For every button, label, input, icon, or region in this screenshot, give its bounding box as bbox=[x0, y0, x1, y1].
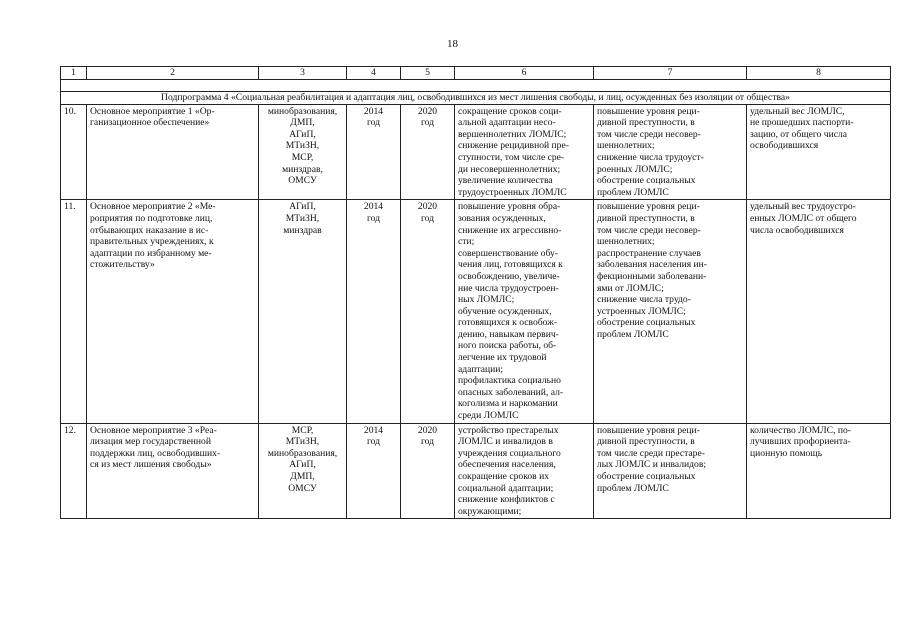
page-number: 18 bbox=[447, 38, 458, 50]
text-line: обучение осужденных, bbox=[458, 305, 552, 317]
row-number: 12. bbox=[61, 423, 87, 519]
column-number: 6 bbox=[455, 67, 594, 80]
table-row bbox=[61, 200, 891, 423]
end-year-cell bbox=[401, 104, 455, 200]
text-line: альной адаптации несо- bbox=[458, 117, 556, 129]
table-row bbox=[61, 104, 891, 200]
indicators-cell bbox=[747, 104, 891, 200]
text-line: обострение социальных bbox=[597, 471, 696, 482]
column-number: 1 bbox=[61, 67, 87, 80]
text-line: устроенных ЛОМЛС; bbox=[597, 305, 686, 317]
start-year-cell bbox=[347, 423, 401, 519]
table-row bbox=[61, 423, 891, 519]
text-line: Основное мероприятие 2 «Ме- bbox=[90, 201, 216, 213]
text-line: освободившихся bbox=[750, 140, 819, 152]
text-line: год bbox=[420, 117, 435, 129]
text-line: год bbox=[420, 212, 435, 224]
text-line: дению, навыкам первич- bbox=[458, 328, 559, 340]
subprogram-row bbox=[61, 92, 891, 105]
text-line: 2020 bbox=[417, 424, 438, 436]
text-line: лых ЛОМЛС и инвалидов; bbox=[597, 459, 707, 471]
text-line: стожительству» bbox=[90, 259, 155, 271]
text-line: 2020 bbox=[417, 105, 438, 117]
text-line: заболевания населения ин- bbox=[597, 259, 708, 271]
text-line: количество ЛОМЛС, по- bbox=[750, 424, 851, 436]
spacer-cell bbox=[61, 80, 891, 92]
text-line: ЛОМЛС и инвалидов в bbox=[458, 436, 553, 448]
text-line: среди ЛОМЛС bbox=[458, 410, 519, 422]
text-line: учреждения социального bbox=[458, 447, 561, 459]
row-number: 10. bbox=[61, 104, 87, 200]
text-line: снижение числа трудоуст- bbox=[597, 151, 704, 163]
subprogram-title: Подпрограмма 4 «Социальная реабилитация и адаптация лиц, освободившихся из мест лишения свободы, и лиц, осужденных без изоляции от общества» bbox=[61, 92, 891, 105]
text-line: снижение их агрессивно- bbox=[458, 224, 562, 236]
text-line: Основное мероприятие 3 «Реа- bbox=[90, 424, 217, 436]
text-line: том числе среди престаре- bbox=[597, 447, 705, 459]
text-line: опасных заболеваний, ал- bbox=[458, 386, 564, 398]
text-line: том числе среди несовер- bbox=[597, 224, 701, 236]
start-year-cell bbox=[347, 200, 401, 423]
text-line: повышение уровня реци- bbox=[597, 105, 700, 117]
column-number: 4 bbox=[347, 67, 401, 80]
text-line: 2014 bbox=[363, 424, 384, 436]
text-line: фекционными заболевани- bbox=[597, 270, 707, 282]
column-number-row bbox=[61, 67, 891, 80]
text-line: обострение социальных bbox=[597, 317, 696, 329]
text-line: сокращение сроков их bbox=[458, 471, 550, 482]
text-line: проблем ЛОМЛС bbox=[597, 328, 669, 340]
text-line: роенных ЛОМЛС; bbox=[597, 163, 673, 175]
text-line: ОМСУ bbox=[288, 482, 317, 494]
text-line: вершеннолетних ЛОМЛС; bbox=[458, 128, 567, 140]
text-line: ди несовершеннолетних; bbox=[458, 163, 561, 175]
text-line: ДМП, bbox=[290, 117, 315, 129]
text-line: шеннолетних; bbox=[597, 140, 655, 152]
text-line: ями от ЛОМЛС; bbox=[597, 282, 664, 294]
text-line: удельный вес ЛОМЛС, bbox=[750, 105, 845, 117]
event-cell bbox=[87, 423, 259, 519]
text-line: ступности, том числе сре- bbox=[458, 151, 565, 163]
text-line: ДМП, bbox=[290, 471, 315, 482]
text-line: удельный вес трудоустро- bbox=[750, 201, 856, 213]
text-line: ОМСУ bbox=[288, 175, 317, 187]
consequences-cell bbox=[594, 104, 747, 200]
text-line: снижение конфликтов с bbox=[458, 494, 555, 506]
start-year-cell bbox=[347, 104, 401, 200]
text-line: сти; bbox=[458, 236, 475, 248]
consequences-cell bbox=[594, 200, 747, 423]
text-line: проблем ЛОМЛС bbox=[597, 186, 669, 198]
text-line: повышение уровня реци- bbox=[597, 201, 700, 213]
executors-cell bbox=[259, 423, 347, 519]
results-cell bbox=[455, 423, 594, 519]
text-line: минобразования, bbox=[267, 105, 338, 117]
results-cell bbox=[455, 104, 594, 200]
text-line: МТиЗН, bbox=[285, 212, 320, 224]
text-line: АГиП, bbox=[289, 128, 316, 140]
results-cell bbox=[455, 200, 594, 423]
event-cell bbox=[87, 104, 259, 200]
text-line: социальной адаптации; bbox=[458, 482, 554, 494]
text-line: окружающими; bbox=[458, 505, 522, 517]
text-line: шеннолетних; bbox=[597, 236, 655, 248]
text-line: адаптации по избранному ме- bbox=[90, 247, 212, 259]
spacer-row bbox=[61, 80, 891, 92]
text-line: устройство престарелых bbox=[458, 424, 559, 436]
text-line: лучивших профориента- bbox=[750, 436, 851, 448]
text-line: чения лиц, готовящихся к bbox=[458, 259, 563, 271]
text-line: сокращение сроков соци- bbox=[458, 105, 562, 117]
text-line: увеличение количества bbox=[458, 175, 553, 187]
text-line: енных ЛОМЛС от общего bbox=[750, 212, 857, 224]
text-line: ся из мест лишения свободы» bbox=[90, 459, 212, 471]
text-line: правительных учреждениях, к bbox=[90, 236, 214, 248]
text-line: зования осужденных, bbox=[458, 212, 546, 224]
text-line: освобождению, увеличе- bbox=[458, 270, 560, 282]
text-line: АГиП, bbox=[289, 459, 316, 471]
text-line: 2020 bbox=[417, 201, 438, 213]
text-line: год bbox=[366, 436, 381, 448]
text-line: готовящихся к освобож- bbox=[458, 317, 558, 329]
executors-cell bbox=[259, 104, 347, 200]
text-line: коголизма и наркомании bbox=[458, 398, 558, 410]
text-line: роприятия по подготовке лиц, bbox=[90, 212, 213, 224]
consequences-cell bbox=[594, 423, 747, 519]
text-line: лизация мер государственной bbox=[90, 436, 211, 448]
column-number: 8 bbox=[747, 67, 891, 80]
text-line: трудоустроенных ЛОМЛС bbox=[458, 186, 567, 198]
text-line: дивной преступности, в bbox=[597, 212, 695, 224]
text-line: легчение их трудовой bbox=[458, 352, 547, 364]
text-line: обострение социальных bbox=[597, 175, 696, 187]
text-line: МСР, bbox=[291, 424, 314, 436]
text-line: профилактика социально bbox=[458, 375, 561, 387]
text-line: не прошедших паспорти- bbox=[750, 117, 854, 129]
text-line: дивной преступности, в bbox=[597, 117, 695, 129]
text-line: снижение числа трудо- bbox=[597, 294, 691, 306]
text-line: повышение уровня реци- bbox=[597, 424, 700, 436]
column-number: 5 bbox=[401, 67, 455, 80]
text-line: том числе среди несовер- bbox=[597, 128, 701, 140]
column-number: 3 bbox=[259, 67, 347, 80]
executors-cell bbox=[259, 200, 347, 423]
text-line: минздрав, bbox=[282, 163, 323, 175]
text-line: 2014 bbox=[363, 201, 384, 213]
text-line: проблем ЛОМЛС bbox=[597, 482, 669, 494]
text-line: Основное мероприятие 1 «Ор- bbox=[90, 105, 215, 117]
column-number: 7 bbox=[594, 67, 747, 80]
indicators-cell bbox=[747, 423, 891, 519]
text-line: отбывающих наказание в ис- bbox=[90, 224, 209, 236]
text-line: 2014 bbox=[363, 105, 384, 117]
text-line: распространение случаев bbox=[597, 247, 701, 259]
event-cell bbox=[87, 200, 259, 423]
text-line: дивной преступности, в bbox=[597, 436, 695, 448]
text-line: минздрав bbox=[283, 224, 322, 236]
text-line: обеспечения населения, bbox=[458, 459, 556, 471]
end-year-cell bbox=[401, 423, 455, 519]
text-line: ние числа трудоустроен- bbox=[458, 282, 559, 294]
text-line: ных ЛОМЛС; bbox=[458, 294, 515, 306]
text-line: МТиЗН, bbox=[285, 140, 320, 152]
text-line: зацию, от общего числа bbox=[750, 128, 848, 140]
row-number: 11. bbox=[61, 200, 87, 423]
text-line: МСР, bbox=[291, 151, 314, 163]
text-line: МТиЗН, bbox=[285, 436, 320, 448]
text-line: АГиП, bbox=[289, 201, 316, 213]
measures-table bbox=[60, 66, 891, 519]
text-line: ного поиска работы, об- bbox=[458, 340, 557, 352]
text-line: минобразования, bbox=[267, 447, 338, 459]
text-line: снижение рецидивной пре- bbox=[458, 140, 569, 152]
text-line: ционную помощь bbox=[750, 447, 823, 459]
end-year-cell bbox=[401, 200, 455, 423]
text-line: год bbox=[366, 212, 381, 224]
column-number: 2 bbox=[87, 67, 259, 80]
text-line: год bbox=[366, 117, 381, 129]
text-line: повышение уровня обра- bbox=[458, 201, 561, 213]
text-line: числа освободившихся bbox=[750, 224, 844, 236]
text-line: адаптации; bbox=[458, 363, 504, 375]
indicators-cell bbox=[747, 200, 891, 423]
text-line: год bbox=[420, 436, 435, 448]
text-line: совершенствование обу- bbox=[458, 247, 558, 259]
text-line: ганизационное обеспечение» bbox=[90, 117, 210, 129]
text-line: поддержки лиц, освободивших- bbox=[90, 447, 221, 459]
